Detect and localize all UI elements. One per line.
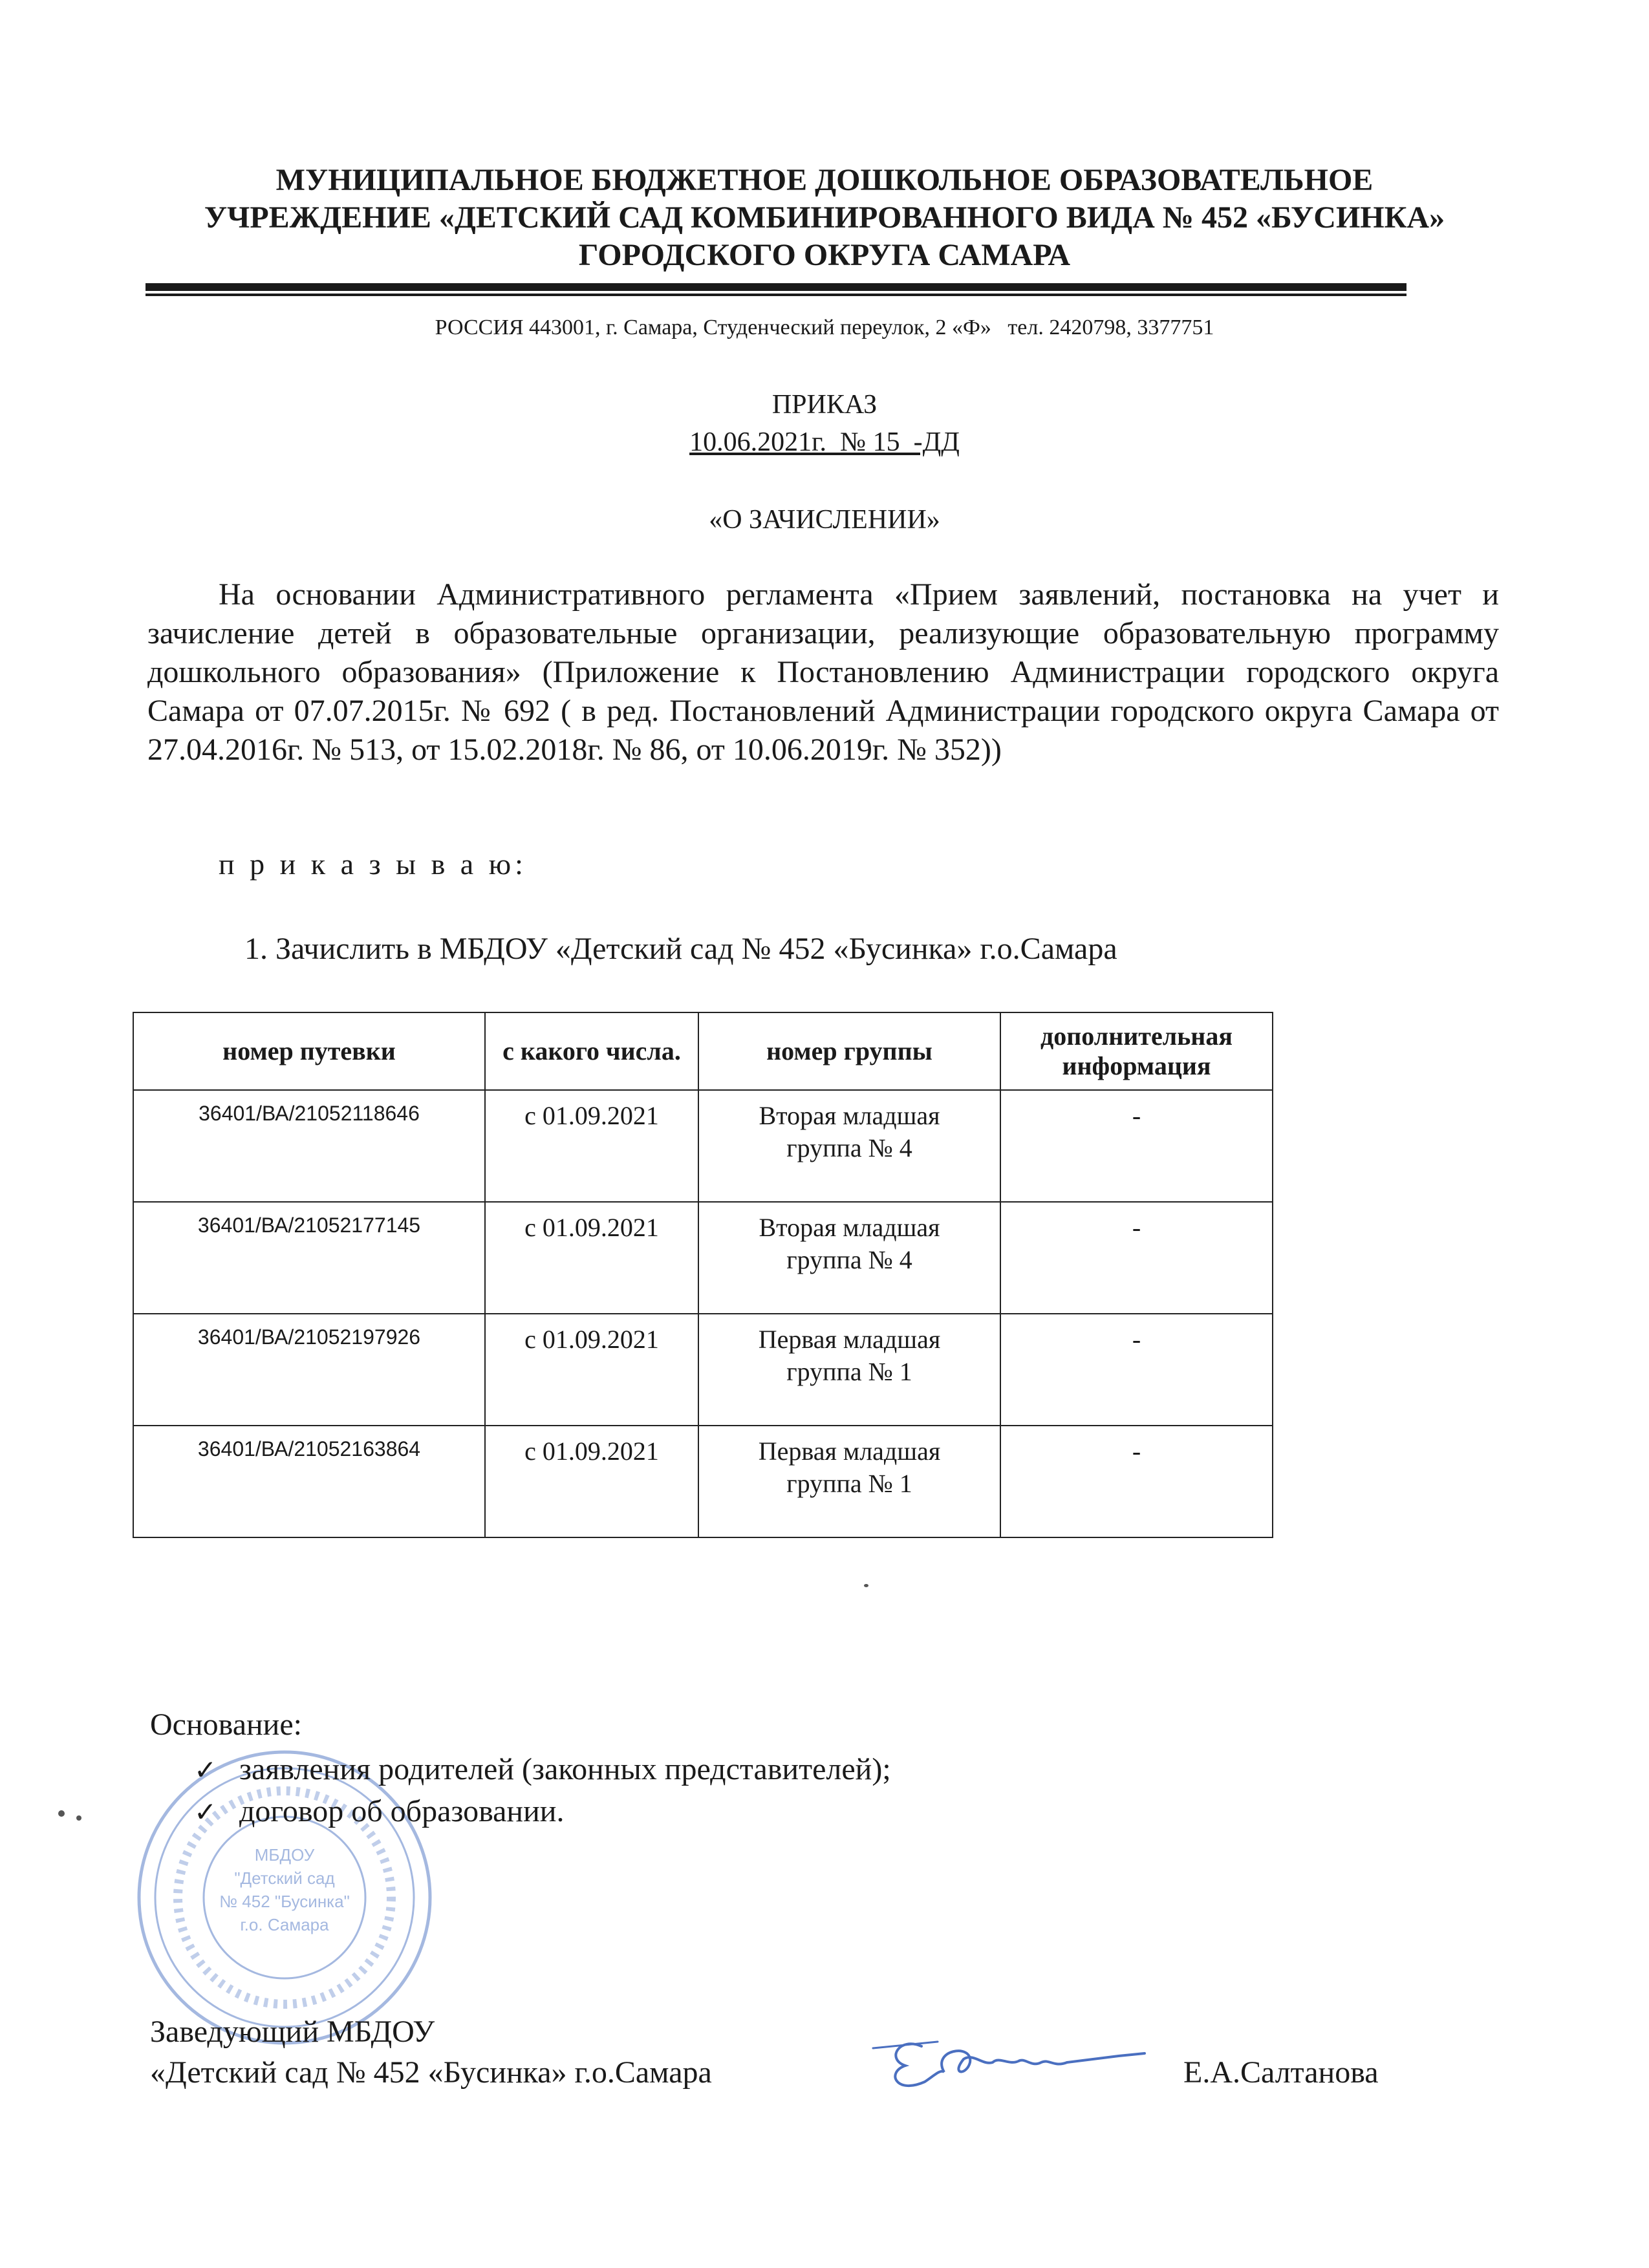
signatory-position-line-2: «Детский сад № 452 «Бусинка» г.о.Самара bbox=[150, 2055, 712, 2090]
voucher-number-cell: 36401/ВА/21052177145 bbox=[133, 1202, 485, 1314]
header-divider-thick bbox=[146, 283, 1406, 291]
group-name: Вторая младшая bbox=[759, 1213, 940, 1242]
organization-header bbox=[142, 162, 1507, 274]
stamp-text-line-2: "Детский сад bbox=[234, 1868, 335, 1888]
info-cell: - bbox=[1000, 1314, 1273, 1426]
group-cell bbox=[698, 1202, 1000, 1314]
start-date-cell: с 01.09.2021 bbox=[485, 1426, 698, 1537]
order-date-number: 10.06.2021г. № 15 -ДД bbox=[689, 427, 960, 457]
info-cell: - bbox=[1000, 1090, 1273, 1202]
signatory-position-line-1: Заведующий МБДОУ bbox=[150, 2015, 435, 2049]
list-item bbox=[194, 1791, 891, 1833]
group-number: группа № 4 bbox=[786, 1245, 912, 1274]
stamp-text-line-1: МБДОУ bbox=[254, 1845, 315, 1865]
list-item bbox=[194, 1749, 891, 1791]
group-name: Первая младшая bbox=[758, 1437, 941, 1466]
table-header-row bbox=[133, 1012, 1273, 1090]
order-preamble: На основании Административного регламента «Прием заявлений, постановка на учет и зачисление детей в образовательные организации, реализующие образовательную программу дошкольного образования» (Приложение к Постановлению Администрации городского округа Самара от 07.07.2015г. № 692 ( в ред. Постановлений Администрации городского округа Самара от 27.04.2016г. № 513, от 15.02.2018г. № 86, от 10.06.2019г. № 352)) bbox=[147, 577, 1499, 767]
basis-list bbox=[194, 1749, 891, 1833]
column-header-info: дополнительная информация bbox=[1000, 1012, 1273, 1090]
scan-speck bbox=[58, 1810, 65, 1817]
order-title: ПРИКАЗ bbox=[771, 390, 878, 420]
decree-word: п р и к а з ы в а ю: bbox=[219, 848, 527, 881]
group-cell bbox=[698, 1090, 1000, 1202]
basis-title: Основание: bbox=[150, 1707, 303, 1742]
info-cell: - bbox=[1000, 1426, 1273, 1537]
group-number: группа № 1 bbox=[786, 1469, 912, 1498]
group-name: Вторая младшая bbox=[759, 1101, 940, 1130]
voucher-number-cell: 36401/ВА/21052118646 bbox=[133, 1090, 485, 1202]
signer-name: Е.А.Салтанова bbox=[1183, 2055, 1379, 2090]
order-subject: «О ЗАЧИСЛЕНИИ» bbox=[709, 505, 940, 535]
basis-item-text: договор об образовании. bbox=[239, 1794, 565, 1828]
checkmark-icon: ✓ bbox=[194, 1796, 217, 1828]
column-header-group: номер группы bbox=[698, 1012, 1000, 1090]
stamp-text-line-3: № 452 "Бусинка" bbox=[219, 1892, 350, 1911]
group-number: группа № 4 bbox=[786, 1133, 912, 1162]
voucher-number-cell: 36401/ВА/21052163864 bbox=[133, 1426, 485, 1537]
info-cell: - bbox=[1000, 1202, 1273, 1314]
start-date-cell: с 01.09.2021 bbox=[485, 1202, 698, 1314]
column-header-start-date: с какого числа. bbox=[485, 1012, 698, 1090]
group-number: группа № 1 bbox=[786, 1357, 912, 1386]
group-name: Первая младшая bbox=[758, 1325, 941, 1354]
group-cell bbox=[698, 1314, 1000, 1426]
table-row bbox=[133, 1202, 1273, 1314]
scan-speck bbox=[864, 1584, 868, 1587]
start-date-cell: с 01.09.2021 bbox=[485, 1090, 698, 1202]
start-date-cell: с 01.09.2021 bbox=[485, 1314, 698, 1426]
checkmark-icon: ✓ bbox=[194, 1754, 217, 1786]
column-header-voucher: номер путевки bbox=[133, 1012, 485, 1090]
org-name-line-3: ГОРОДСКОГО ОКРУГА САМАРА bbox=[578, 238, 1071, 272]
basis-item-text: заявления родителей (законных представителей); bbox=[239, 1752, 891, 1786]
group-cell bbox=[698, 1426, 1000, 1537]
order-item-1: 1. Зачислить в МБДОУ «Детский сад № 452 «Бусинка» г.о.Самара bbox=[244, 932, 1117, 966]
handwritten-signature-icon bbox=[860, 2011, 1151, 2101]
org-name-line-2: УЧРЕЖДЕНИЕ «ДЕТСКИЙ САД КОМБИНИРОВАННОГО ВИДА № 452 «БУСИНКА» bbox=[204, 200, 1445, 235]
enrollment-table bbox=[133, 1012, 1273, 1538]
stamp-text-line-4: г.о. Самара bbox=[240, 1915, 329, 1934]
org-name-line-1: МУНИЦИПАЛЬНОЕ БЮДЖЕТНОЕ ДОШКОЛЬНОЕ ОБРАЗОВАТЕЛЬНОЕ bbox=[275, 163, 1374, 197]
organization-address: РОССИЯ 443001, г. Самара, Студенческий переулок, 2 «Ф» тел. 2420798, 3377751 bbox=[435, 316, 1214, 339]
table-row bbox=[133, 1314, 1273, 1426]
voucher-number-cell: 36401/ВА/21052197926 bbox=[133, 1314, 485, 1426]
table-row bbox=[133, 1090, 1273, 1202]
table-row bbox=[133, 1426, 1273, 1537]
header-divider-thin bbox=[146, 294, 1406, 296]
scan-speck bbox=[76, 1815, 81, 1821]
